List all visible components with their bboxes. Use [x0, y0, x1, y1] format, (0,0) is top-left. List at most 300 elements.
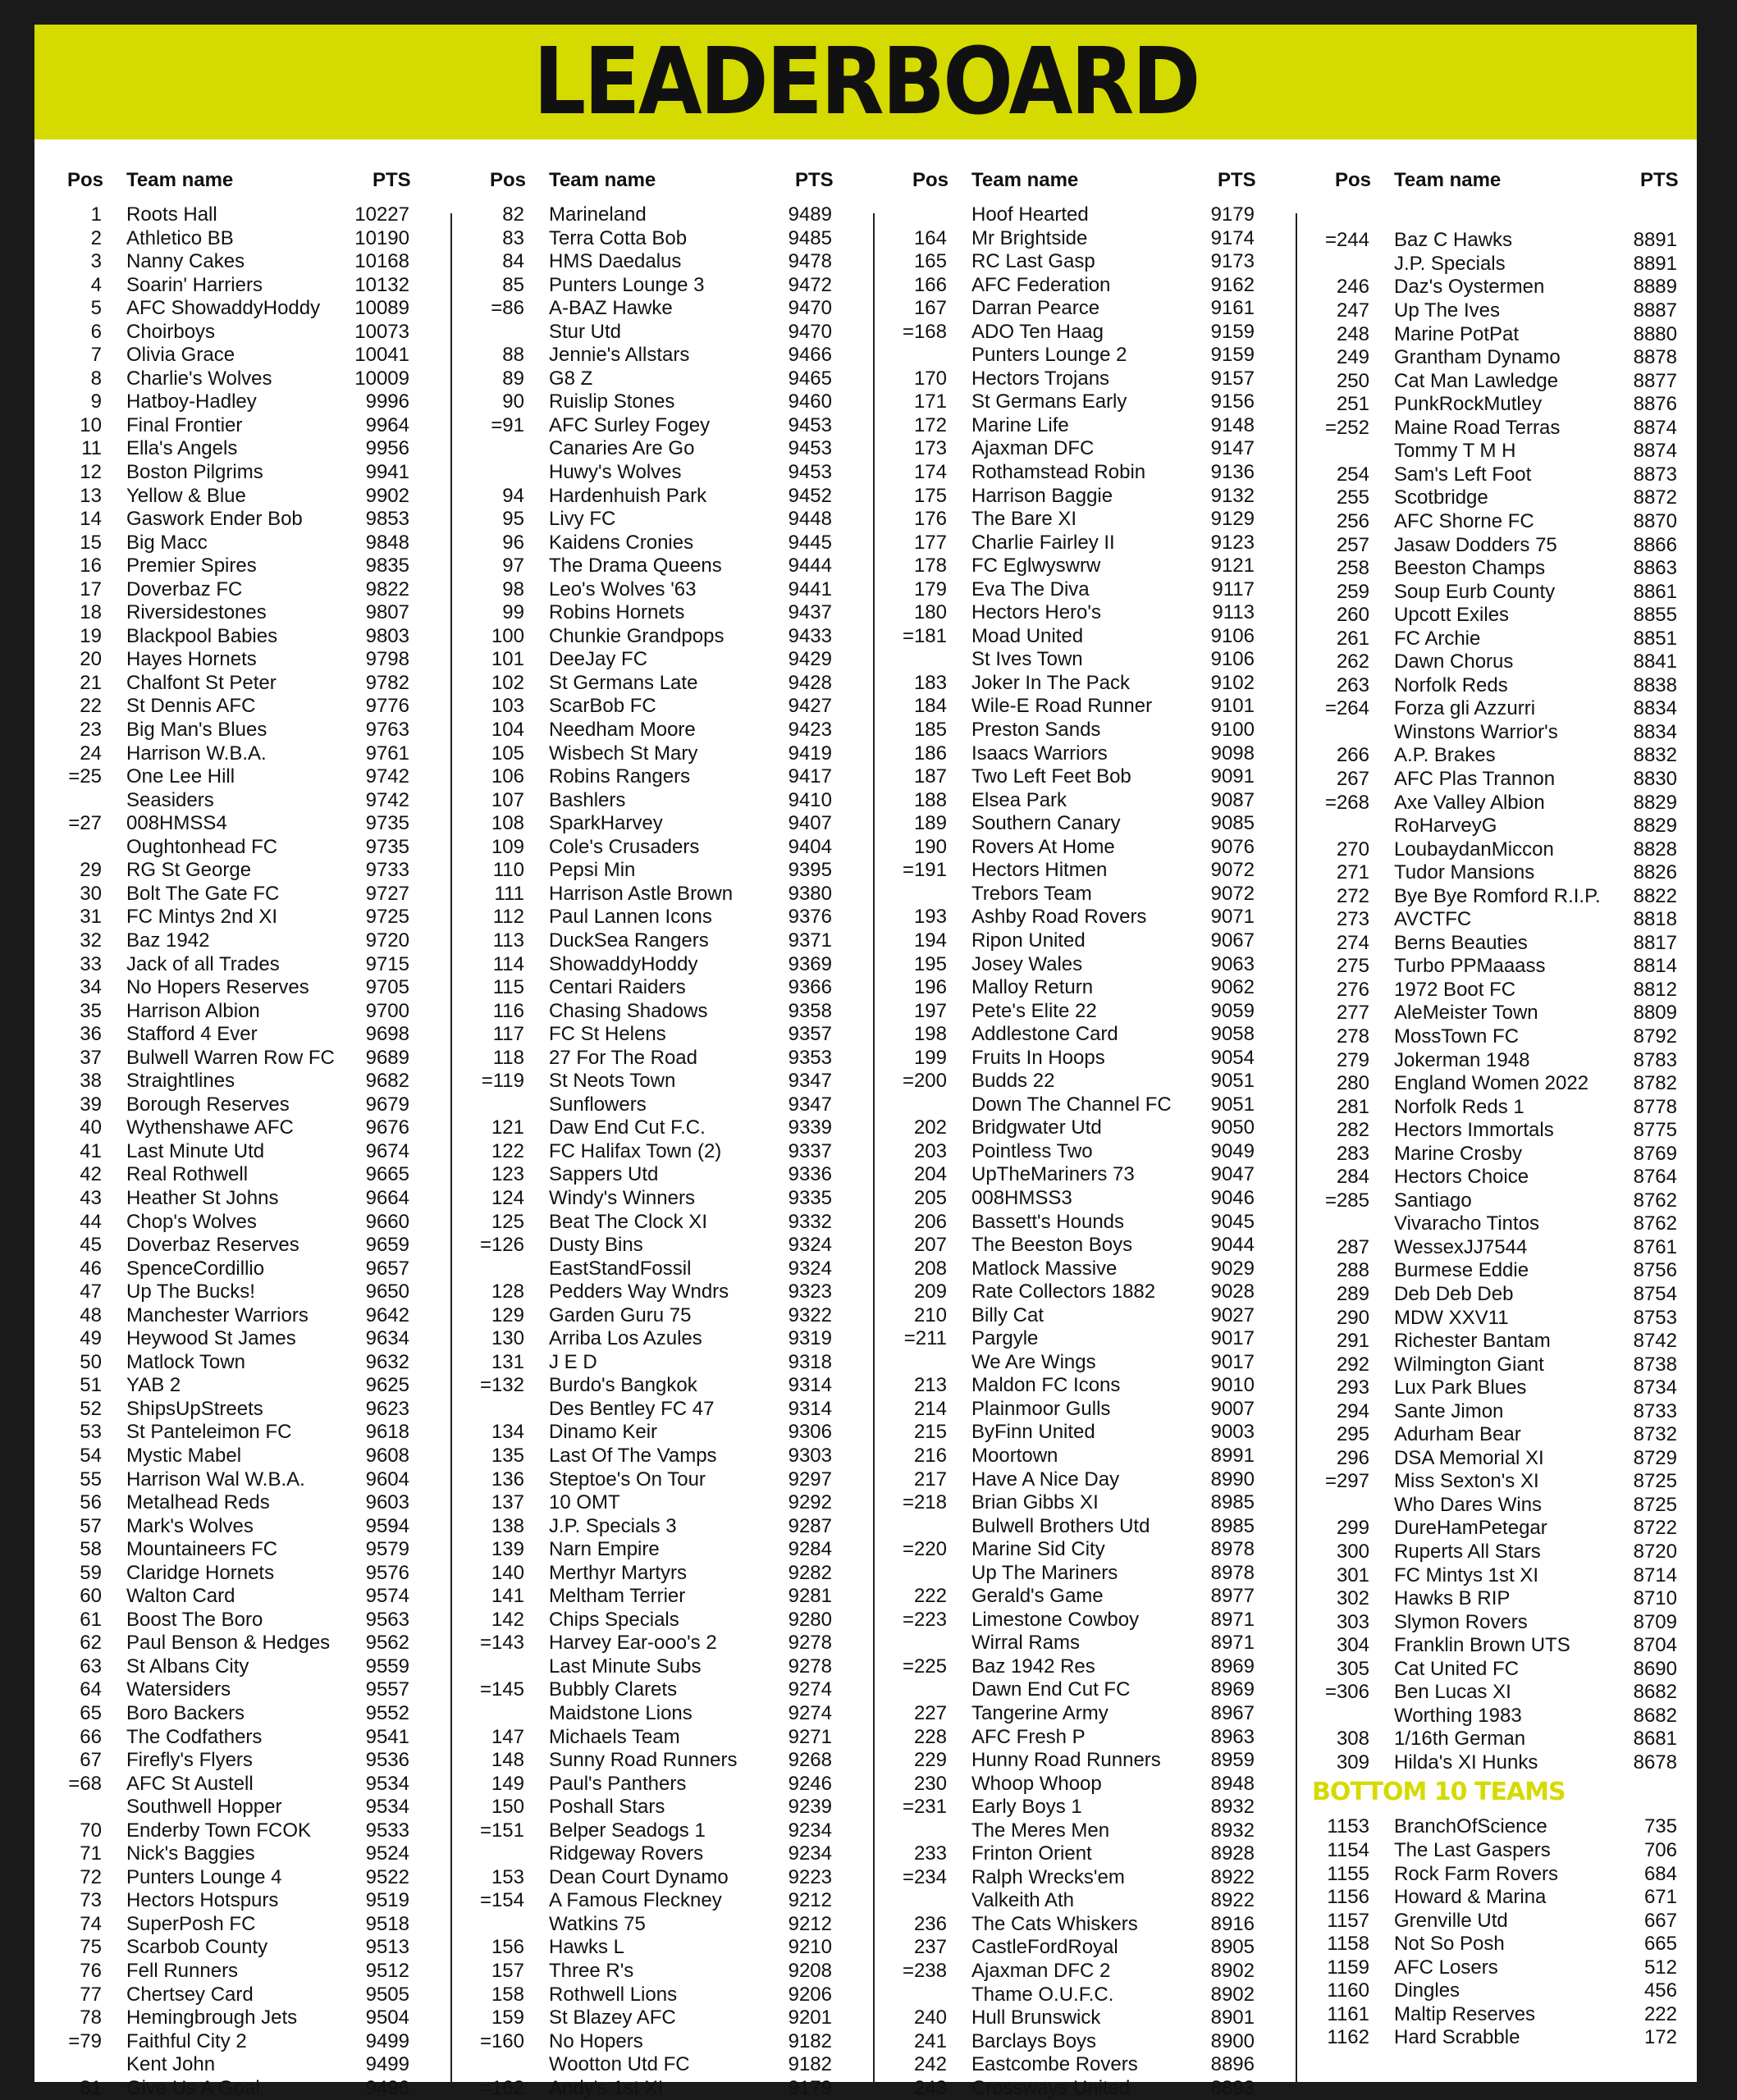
position-cell: 85: [502, 273, 524, 296]
points-cell: 8971: [1210, 1608, 1255, 1631]
team-name-cell: SparkHarvey: [549, 812, 663, 835]
table-row: [889, 1421, 1291, 1445]
points-cell: 9314: [788, 1397, 832, 1420]
table-row: [44, 1562, 446, 1586]
table-row: [467, 1960, 869, 1984]
points-cell: 9179: [1210, 203, 1255, 226]
table-row: [1312, 604, 1714, 628]
team-name-cell: Heywood St James: [126, 1327, 296, 1350]
position-cell: 255: [1336, 486, 1369, 509]
table-row: [1312, 1330, 1714, 1354]
points-cell: 9472: [788, 273, 832, 296]
table-row: [467, 859, 869, 883]
team-name-cell: Stur Utd: [549, 320, 622, 343]
points-cell: 456: [1643, 1979, 1677, 2002]
table-row: [889, 532, 1291, 555]
team-name-cell: AFC ShowaddyHoddy: [126, 297, 321, 320]
position-cell: 60: [80, 1585, 102, 1608]
table-row: [1312, 1354, 1714, 1377]
points-cell: 9292: [788, 1491, 832, 1514]
team-name-cell: DeeJay FC: [549, 648, 648, 671]
position-cell: 63: [80, 1655, 102, 1678]
table-row: [889, 883, 1291, 906]
points-cell: 9159: [1210, 320, 1255, 343]
table-row: [889, 390, 1291, 414]
position-cell: 8: [90, 367, 102, 390]
team-name-cell: Sam's Left Foot: [1394, 463, 1532, 486]
table-row: [44, 2030, 446, 2054]
team-name-cell: Ruperts All Stars: [1394, 1541, 1541, 1564]
position-cell: 72: [80, 1865, 102, 1888]
points-cell: 10009: [354, 367, 409, 390]
team-name-cell: Harrison Wal W.B.A.: [126, 1468, 305, 1491]
team-name-cell: Hayes Hornets: [126, 648, 257, 671]
position-cell: 158: [491, 1983, 524, 2006]
points-cell: 9297: [788, 1468, 832, 1491]
points-cell: 8761: [1633, 1235, 1677, 1258]
table-row: [467, 2030, 869, 2054]
team-name-cell: ADO Ten Haag: [971, 320, 1104, 343]
table-row: [467, 250, 869, 274]
points-cell: 9010: [1210, 1374, 1255, 1397]
table-row: [44, 1702, 446, 1726]
table-row: [1312, 1096, 1714, 1120]
team-name-cell: Ashby Road Rovers: [971, 906, 1147, 929]
table-row: [889, 1281, 1291, 1304]
title-banner: [34, 25, 1697, 139]
position-cell: 109: [491, 835, 524, 858]
position-cell: 20: [80, 648, 102, 671]
team-name-cell: Last Of The Vamps: [549, 1444, 717, 1467]
team-name-cell: Big Macc: [126, 531, 208, 554]
points-cell: 8764: [1633, 1166, 1677, 1189]
points-cell: 8838: [1633, 673, 1677, 696]
position-cell: 76: [80, 1960, 102, 1983]
leaderboard-column: [1312, 139, 1714, 2082]
table-row: [889, 1819, 1291, 1843]
table-row: [467, 297, 869, 321]
table-row: [44, 532, 446, 555]
team-name-cell: Livy FC: [549, 508, 616, 531]
table-row: [44, 250, 446, 274]
points-cell: 9533: [365, 1819, 409, 1842]
table-row: [44, 344, 446, 368]
points-cell: 9504: [365, 2006, 409, 2029]
team-name-cell: Nanny Cakes: [126, 250, 245, 273]
team-name-cell: Arriba Los Azules: [549, 1327, 702, 1350]
points-cell: 9453: [788, 461, 832, 484]
team-name-cell: CastleFordRoyal: [971, 1936, 1118, 1959]
position-cell: 164: [913, 226, 947, 249]
table-row: [889, 274, 1291, 298]
position-cell: 189: [913, 812, 947, 835]
table-row: [1312, 253, 1714, 276]
team-name-header: Team name: [1394, 169, 1502, 191]
table-row: [467, 1398, 869, 1422]
position-cell: 83: [502, 226, 524, 249]
position-cell: 40: [80, 1116, 102, 1139]
team-name-cell: Roots Hall: [126, 203, 217, 226]
position-cell: =68: [68, 1772, 102, 1795]
position-cell: 1162: [1327, 2026, 1369, 2049]
points-cell: 9098: [1210, 742, 1255, 765]
position-cell: 70: [80, 1819, 102, 1842]
table-row: [1312, 323, 1714, 347]
table-row: [889, 485, 1291, 509]
position-cell: 125: [491, 1210, 524, 1233]
table-row: [1312, 1376, 1714, 1400]
points-cell: 8855: [1633, 604, 1677, 627]
points-cell: 8722: [1633, 1517, 1677, 1540]
team-name-cell: Bridgwater Utd: [971, 1116, 1102, 1139]
position-cell: 305: [1336, 1657, 1369, 1680]
points-cell: 9174: [1210, 226, 1255, 249]
team-name-cell: Sunflowers: [549, 1093, 647, 1116]
team-name-cell: Wile-E Road Runner: [971, 695, 1153, 718]
position-cell: 16: [80, 555, 102, 578]
table-row: [889, 1327, 1291, 1351]
table-row: [467, 1678, 869, 1702]
team-name-cell: Eva The Diva: [971, 578, 1090, 600]
position-cell: 1154: [1327, 1839, 1369, 1862]
position-cell: =160: [479, 2029, 524, 2052]
table-row: [1312, 1979, 1714, 2003]
table-row: [44, 1421, 446, 1445]
position-cell: 248: [1336, 322, 1369, 345]
table-row: [889, 1678, 1291, 1702]
points-cell: 9453: [788, 413, 832, 436]
table-row: [889, 1070, 1291, 1093]
team-name-cell: Down The Channel FC: [971, 1093, 1172, 1116]
team-name-cell: Southern Canary: [971, 812, 1121, 835]
points-cell: 9499: [365, 2053, 409, 2076]
points-cell: 8753: [1633, 1306, 1677, 1329]
team-name-cell: J E D: [549, 1350, 597, 1373]
team-name-cell: A Famous Fleckney: [549, 1889, 722, 1912]
team-name-cell: Give Us A Goal: [126, 2076, 260, 2099]
position-cell: 210: [913, 1303, 947, 1326]
position-cell: 19: [80, 624, 102, 647]
table-row: [44, 461, 446, 485]
points-cell: 8814: [1633, 955, 1677, 978]
table-row: [889, 1655, 1291, 1679]
position-cell: 23: [80, 719, 102, 742]
table-row: [467, 672, 869, 696]
team-name-cell: Premier Spires: [126, 555, 257, 578]
team-name-cell: EastStandFossil: [549, 1257, 692, 1280]
column-divider: [450, 213, 452, 2082]
position-cell: 170: [913, 367, 947, 390]
table-row: [1312, 1681, 1714, 1705]
table-row: [889, 1726, 1291, 1750]
points-cell: 9642: [365, 1303, 409, 1326]
position-cell: 31: [80, 906, 102, 929]
table-row: [889, 414, 1291, 438]
table-row: [467, 883, 869, 906]
table-row: [467, 390, 869, 414]
team-name-cell: Mystic Mabel: [126, 1444, 242, 1467]
position-cell: 148: [491, 1749, 524, 1772]
team-name-cell: Early Boys 1: [971, 1796, 1082, 1819]
position-cell: 73: [80, 1889, 102, 1912]
team-name-cell: Jack of all Trades: [126, 952, 280, 975]
team-name-cell: Frinton Orient: [971, 1842, 1092, 1865]
points-cell: 665: [1643, 1933, 1677, 1956]
position-cell: 51: [80, 1374, 102, 1397]
rows-list: [44, 203, 446, 2100]
points-cell: 9162: [1210, 273, 1255, 296]
team-name-cell: Robins Hornets: [549, 601, 685, 624]
points-cell: 9287: [788, 1514, 832, 1537]
position-cell: 2: [90, 226, 102, 249]
table-row: [889, 906, 1291, 929]
position-cell: 97: [502, 555, 524, 578]
table-row: [44, 1796, 446, 1819]
points-cell: 9489: [788, 203, 832, 226]
team-name-cell: The Codfathers: [126, 1725, 263, 1748]
position-cell: 45: [80, 1234, 102, 1257]
points-cell: 10089: [354, 297, 409, 320]
position-cell: 105: [491, 742, 524, 765]
table-row: [467, 1562, 869, 1586]
table-row: [467, 1000, 869, 1024]
team-name-cell: ShipsUpStreets: [126, 1397, 263, 1420]
position-cell: 258: [1336, 557, 1369, 580]
team-name-cell: AFC Fresh P: [971, 1725, 1086, 1748]
table-row: [44, 906, 446, 929]
team-name-cell: Billy Cat: [971, 1303, 1044, 1326]
team-name-cell: The Beeston Boys: [971, 1234, 1133, 1257]
team-name-cell: One Lee Hill: [126, 765, 235, 788]
points-cell: 9485: [788, 226, 832, 249]
table-row: [44, 1866, 446, 1890]
points-cell: 8896: [1210, 2053, 1255, 2076]
team-name-cell: Soarin' Harriers: [126, 273, 263, 296]
position-cell: 54: [80, 1444, 102, 1467]
points-cell: 9280: [788, 1608, 832, 1631]
points-cell: 9853: [365, 508, 409, 531]
position-cell: 22: [80, 695, 102, 718]
team-name-cell: Axe Valley Albion: [1394, 791, 1545, 814]
table-row: [1312, 1564, 1714, 1588]
table-row: [44, 1515, 446, 1539]
team-name-cell: MDW XXV11: [1394, 1306, 1509, 1329]
points-cell: 8792: [1633, 1025, 1677, 1048]
points-cell: 9028: [1210, 1281, 1255, 1303]
team-name-cell: Budds 22: [971, 1070, 1055, 1093]
table-row: [467, 1726, 869, 1750]
position-cell: 289: [1336, 1283, 1369, 1305]
table-row: [467, 976, 869, 1000]
position-cell: 229: [913, 1749, 947, 1772]
team-name-cell: Choirboys: [126, 320, 216, 343]
points-cell: 9562: [365, 1632, 409, 1655]
team-name-cell: Doverbaz Reserves: [126, 1234, 299, 1257]
table-row: [467, 742, 869, 766]
position-cell: 204: [913, 1163, 947, 1186]
table-row: [889, 1609, 1291, 1632]
table-row: [889, 1351, 1291, 1375]
table-row: [889, 1960, 1291, 1984]
team-name-cell: No Hopers Reserves: [126, 976, 309, 999]
table-row: [467, 1913, 869, 1937]
table-row: [467, 1116, 869, 1140]
team-name-cell: Sante Jimon: [1394, 1399, 1504, 1422]
points-cell: 9676: [365, 1116, 409, 1139]
table-row: [44, 695, 446, 719]
points-cell: 9996: [365, 390, 409, 413]
position-cell: 32: [80, 929, 102, 952]
position-cell: 131: [491, 1350, 524, 1373]
position-cell: =126: [479, 1234, 524, 1257]
points-cell: 9007: [1210, 1397, 1255, 1420]
position-cell: 259: [1336, 580, 1369, 603]
position-cell: 274: [1336, 931, 1369, 954]
bottom-teams-title: BOTTOM 10 TEAMS: [1312, 1778, 1566, 1807]
table-row: [889, 227, 1291, 251]
table-row: [44, 1234, 446, 1258]
position-cell: 102: [491, 671, 524, 694]
team-name-cell: Worthing 1983: [1394, 1704, 1522, 1727]
table-row: [467, 1047, 869, 1071]
position-cell: 13: [80, 484, 102, 507]
position-cell: 242: [913, 2053, 947, 2076]
team-name-cell: Seasiders: [126, 788, 214, 811]
table-row: [44, 368, 446, 391]
team-name-cell: Turbo PPMaaass: [1394, 955, 1546, 978]
team-name-cell: Harrison Albion: [126, 999, 260, 1022]
position-cell: 183: [913, 671, 947, 694]
position-cell: 139: [491, 1538, 524, 1561]
team-name-cell: Marine Crosby: [1394, 1142, 1523, 1165]
position-cell: =151: [479, 1819, 524, 1842]
position-cell: 52: [80, 1397, 102, 1420]
team-name-cell: Valkeith Ath: [971, 1889, 1074, 1912]
position-cell: 1155: [1327, 1862, 1369, 1885]
team-name-cell: Big Man's Blues: [126, 719, 267, 742]
position-cell: 118: [492, 1046, 524, 1069]
team-name-cell: FC Mintys 1st XI: [1394, 1564, 1539, 1586]
position-cell: 128: [491, 1281, 524, 1303]
team-name-cell: Eastcombe Rovers: [971, 2053, 1138, 2076]
position-cell: 177: [913, 531, 947, 554]
table-row: [44, 1445, 446, 1468]
team-name-cell: Marine Life: [971, 413, 1069, 436]
pos-header: Pos: [1335, 169, 1372, 191]
table-row: [889, 1047, 1291, 1071]
position-cell: 117: [492, 1023, 524, 1046]
points-cell: 9278: [788, 1632, 832, 1655]
table-row: [889, 321, 1291, 345]
points-cell: 9534: [365, 1772, 409, 1795]
table-row: [1312, 440, 1714, 463]
points-cell: 172: [1643, 2026, 1677, 2049]
table-row: [467, 321, 869, 345]
table-row: [44, 321, 446, 345]
points-cell: 9733: [365, 859, 409, 882]
position-cell: =211: [903, 1327, 947, 1350]
team-name-cell: Bolt The Gate FC: [126, 882, 280, 905]
points-cell: 9625: [365, 1374, 409, 1397]
table-row: [1312, 417, 1714, 441]
table-row: [467, 719, 869, 742]
table-row: [44, 437, 446, 461]
team-name-cell: Centari Raiders: [549, 976, 686, 999]
column-header: [1312, 169, 1714, 199]
position-cell: 7: [90, 344, 102, 367]
points-cell: 9051: [1210, 1070, 1255, 1093]
team-name-cell: Bassett's Hounds: [971, 1210, 1125, 1233]
team-name-cell: FC Mintys 2nd XI: [126, 906, 278, 929]
points-cell: 8734: [1633, 1376, 1677, 1399]
team-name-cell: Rovers At Home: [971, 835, 1115, 858]
points-cell: 9437: [788, 601, 832, 624]
points-cell: 9284: [788, 1538, 832, 1561]
table-row: [889, 601, 1291, 625]
points-cell: 8901: [1210, 2006, 1255, 2029]
team-name-cell: Michaels Team: [549, 1725, 680, 1748]
position-cell: 147: [491, 1725, 524, 1748]
position-cell: 124: [491, 1186, 524, 1209]
position-cell: 284: [1336, 1166, 1369, 1189]
position-cell: =119: [481, 1070, 524, 1093]
points-cell: 8880: [1633, 322, 1677, 345]
team-name-cell: Bye Bye Romford R.I.P.: [1394, 884, 1601, 907]
table-row: [467, 274, 869, 298]
team-name-cell: Pointless Two: [971, 1139, 1093, 1162]
position-cell: 114: [492, 952, 524, 975]
position-cell: 203: [913, 1139, 947, 1162]
points-cell: 9460: [788, 390, 832, 413]
position-cell: 36: [80, 1023, 102, 1046]
team-name-cell: Yellow & Blue: [126, 484, 246, 507]
team-name-cell: Vivaracho Tintos: [1394, 1212, 1539, 1235]
team-name-cell: Ajaxman DFC 2: [971, 1960, 1111, 1983]
team-name-cell: Borough Reserves: [126, 1093, 290, 1116]
position-cell: 186: [913, 742, 947, 765]
table-row: [1312, 370, 1714, 394]
leaderboard-column: [44, 139, 446, 2099]
position-cell: 153: [491, 1865, 524, 1888]
team-name-cell: Rothamstead Robin: [971, 461, 1146, 484]
table-row: [44, 1819, 446, 1843]
table-row: [44, 601, 446, 625]
team-name-cell: Last Minute Utd: [126, 1139, 265, 1162]
points-cell: 9803: [365, 624, 409, 647]
points-cell: 9674: [365, 1139, 409, 1162]
points-cell: 684: [1643, 1862, 1677, 1885]
team-name-cell: AFC Surley Fogey: [549, 413, 711, 436]
team-name-cell: Boro Backers: [126, 1702, 245, 1724]
points-cell: 9246: [788, 1772, 832, 1795]
table-row: [889, 1702, 1291, 1726]
points-cell: 9322: [788, 1303, 832, 1326]
team-name-cell: AFC Plas Trannon: [1394, 767, 1556, 790]
position-cell: 262: [1336, 651, 1369, 673]
points-cell: 9058: [1210, 1023, 1255, 1046]
position-cell: 270: [1336, 838, 1369, 861]
points-cell: 8922: [1210, 1889, 1255, 1912]
team-name-cell: Who Dares Wins: [1394, 1493, 1543, 1516]
team-name-cell: Punters Lounge 4: [126, 1865, 282, 1888]
team-name-cell: Marineland: [549, 203, 647, 226]
table-row: [889, 1773, 1291, 1796]
table-row: [44, 485, 446, 509]
position-cell: 288: [1336, 1259, 1369, 1282]
position-cell: 90: [502, 390, 524, 413]
points-cell: 9117: [1212, 578, 1255, 600]
points-cell: 8878: [1633, 346, 1677, 369]
